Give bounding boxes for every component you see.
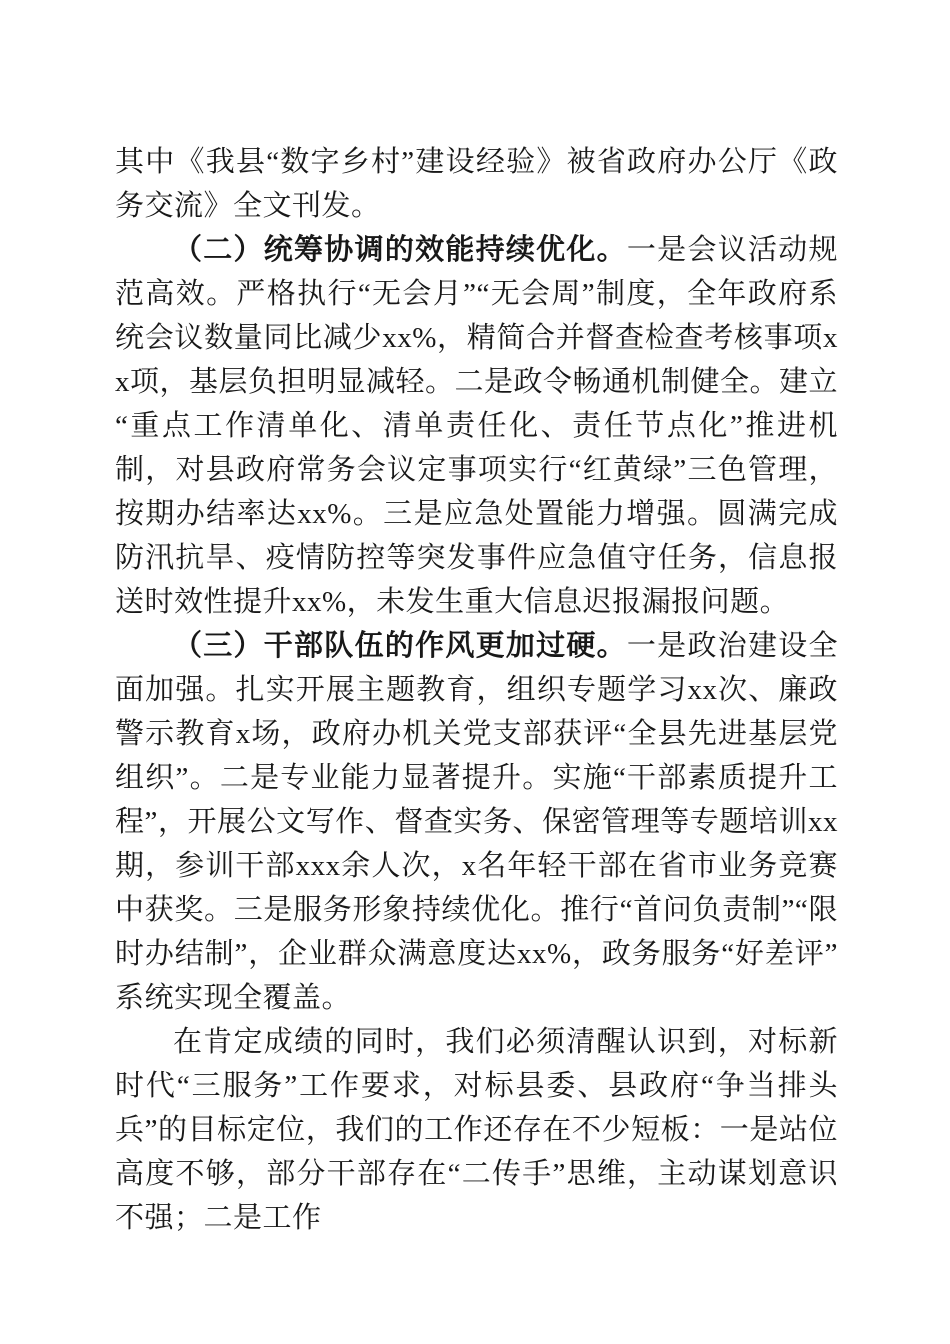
paragraph-lead: （三）干部队伍的作风更加过硬。: [173, 630, 627, 662]
paragraph-lead: （二）统筹协调的效能持续优化。: [173, 234, 627, 266]
paragraph-text: 在肯定成绩的同时，我们必须清醒认识到，对标新时代“三服务”工作要求，对标县委、县政府“争当排头兵”的目标定位，我们的工作还存在不少短板：一是站位高度不够，部分干部存在“二传手”思维，主动谋划意识不强；二是工作: [115, 1026, 838, 1234]
paragraph-section-2: [115, 228, 838, 624]
paragraph-continuation: [115, 140, 838, 228]
paragraph-text: 一是会议活动规范高效。严格执行“无会月”“无会周”制度，全年政府系统会议数量同比减少xx%，精简合并督查检查考核事项xx项，基层负担明显减轻。二是政令畅通机制健全。建立“重点工作清单化、清单责任化、责任节点化”推进机制，对县政府常务会议定事项实行“红黄绿”三色管理，按期办结率达xx%。三是应急处置能力增强。圆满完成防汛抗旱、疫情防控等突发事件应急值守任务，信息报送时效性提升xx%，未发生重大信息迟报漏报问题。: [115, 234, 839, 618]
paragraph-text: 其中《我县“数字乡村”建设经验》被省政府办公厅《政务交流》全文刊发。: [115, 146, 838, 222]
paragraph-section-3: [115, 624, 838, 1020]
paragraph-text: 一是政治建设全面加强。扎实开展主题教育，组织专题学习xx次、廉政警示教育x场，政府办机关党支部获评“全县先进基层党组织”。二是专业能力显著提升。实施“干部素质提升工程”，开展公文写作、督查实务、保密管理等专题培训xx期，参训干部xxx余人次，x名年轻干部在省市业务竞赛中获奖。三是服务形象持续优化。推行“首问负责制”“限时办结制”，企业群众满意度达xx%，政务服务“好差评”系统实现全覆盖。: [115, 630, 838, 1014]
paragraph-summary: [115, 1020, 838, 1240]
